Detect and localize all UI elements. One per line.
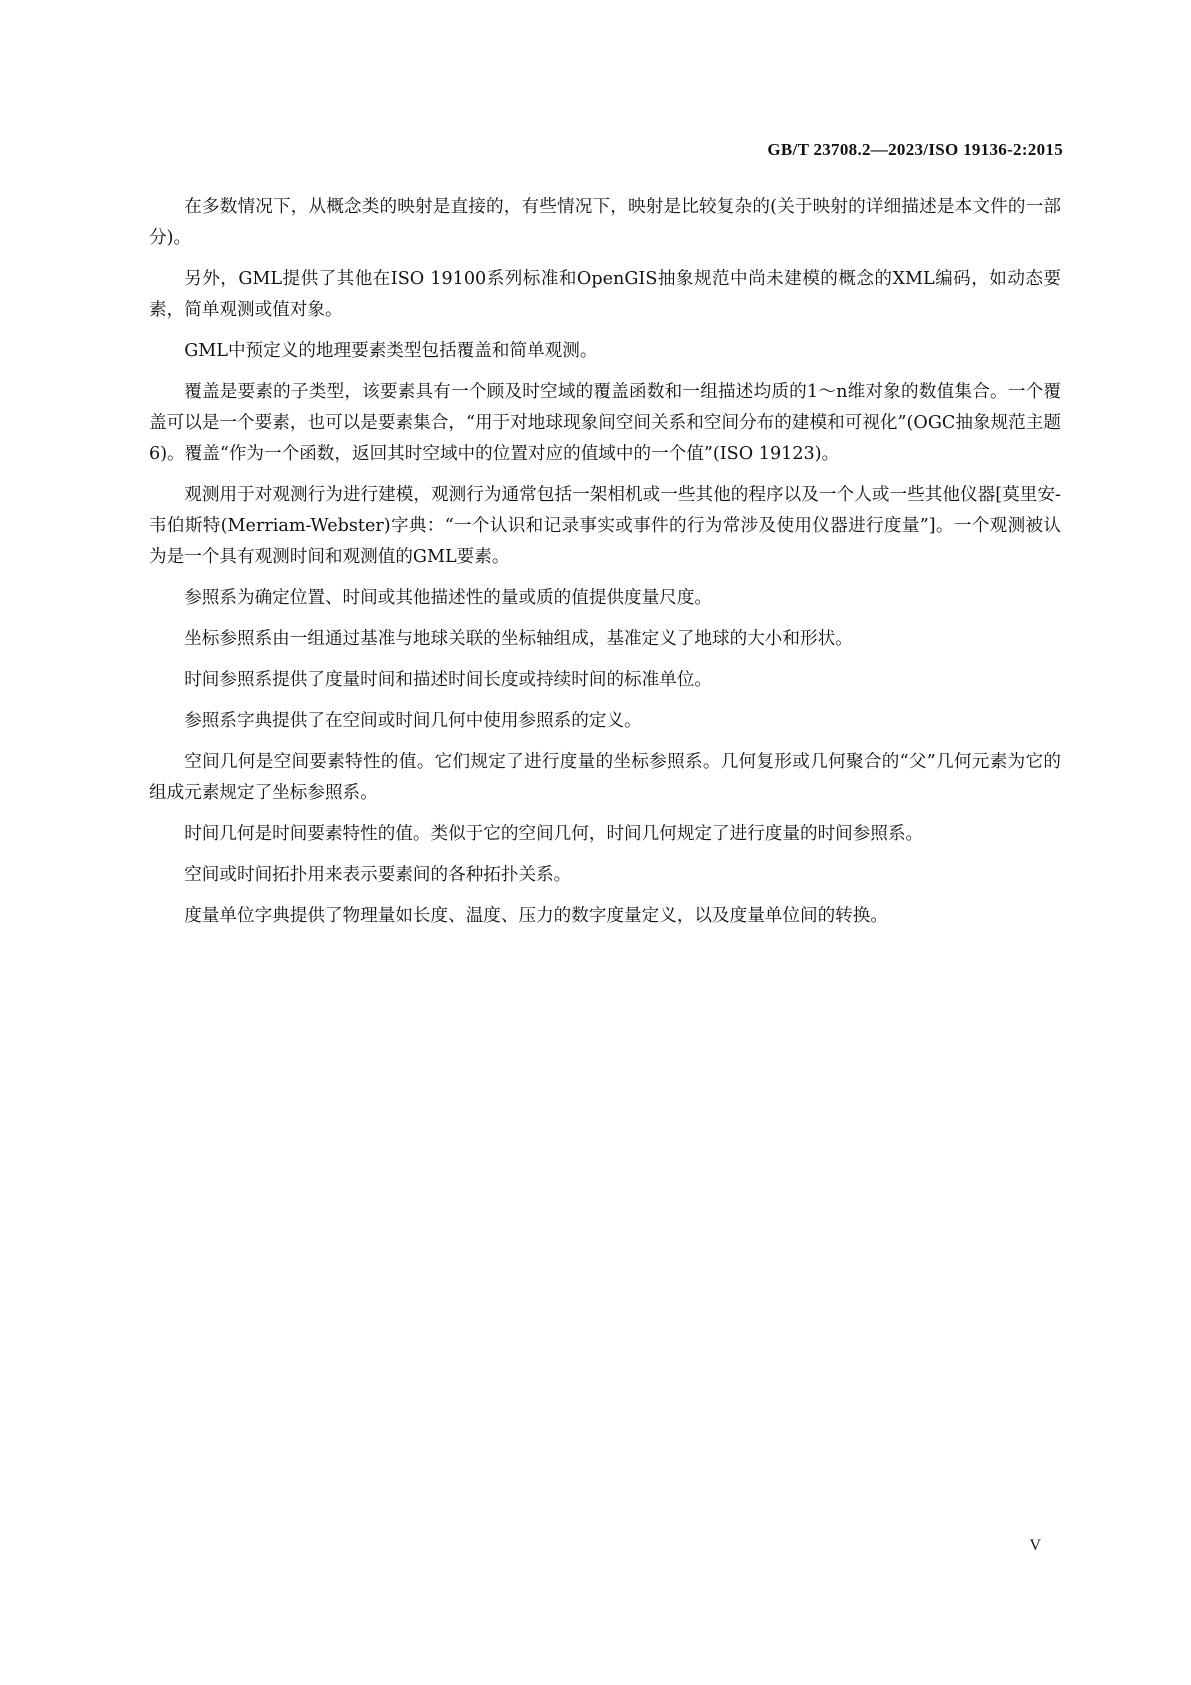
paragraph-mapping: 在多数情况下，从概念类的映射是直接的，有些情况下，映射是比较复杂的(关于映射的详细描述是本文件的一部分)。 xyxy=(149,197,1061,248)
paragraph-temporal-geometry: 时间几何是时间要素特性的值。类似于它的空间几何，时间几何规定了进行度量的时间参照系。 xyxy=(184,824,924,844)
paragraph-xml-encoding: 另外，GML提供了其他在ISO 19100系列标准和OpenGIS抽象规范中尚未建模的概念的XML编码，如动态要素，简单观测或值对象。 xyxy=(149,269,1061,320)
body-text xyxy=(149,192,1061,942)
paragraph-coordinate-reference-system: 坐标参照系由一组通过基准与地球关联的坐标轴组成，基准定义了地球的大小和形状。 xyxy=(184,629,853,649)
paragraph-reference-dictionary: 参照系字典提供了在空间或时间几何中使用参照系的定义。 xyxy=(184,711,642,731)
paragraph-units-dictionary: 度量单位字典提供了物理量如长度、温度、压力的数字度量定义，以及度量单位间的转换。 xyxy=(184,906,888,926)
paragraph-reference-system: 参照系为确定位置、时间或其他描述性的量或质的值提供度量尺度。 xyxy=(184,588,713,608)
paragraph-spatial-geometry: 空间几何是空间要素特性的值。它们规定了进行度量的坐标参照系。几何复形或几何聚合的“父”几何元素为它的组成元素规定了坐标参照系。 xyxy=(149,752,1061,803)
page-number: V xyxy=(1029,1537,1041,1554)
paragraph-coverage: 覆盖是要素的子类型，该要素具有一个顾及时空域的覆盖函数和一组描述均质的1～n维对象的数值集合。一个覆盖可以是一个要素，也可以是要素集合，“用于对地球现象间空间关系和空间分布的建模和可视化”(OGC抽象规范主题6)。覆盖“作为一个函数，返回其时空域中的位置对应的值域中的一个值”(ISO 19123)。 xyxy=(149,382,1061,464)
document-number: GB/T 23708.2—2023/ISO 19136-2:2015 xyxy=(767,140,1063,159)
paragraph-temporal-reference-system: 时间参照系提供了度量时间和描述时间长度或持续时间的标准单位。 xyxy=(184,670,713,690)
paragraph-feature-types: GML中预定义的地理要素类型包括覆盖和简单观测。 xyxy=(184,341,598,361)
paragraph-topology: 空间或时间拓扑用来表示要素间的各种拓扑关系。 xyxy=(184,865,572,885)
paragraph-observation: 观测用于对观测行为进行建模，观测行为通常包括一架相机或一些其他的程序以及一个人或一些其他仪器[莫里安-韦伯斯特(Merriam-Webster)字典：“一个认识和记录事实或事件的行为常涉及使用仪器进行度量”]。一个观测被认为是一个具有观测时间和观测值的GML要素。 xyxy=(149,485,1061,567)
